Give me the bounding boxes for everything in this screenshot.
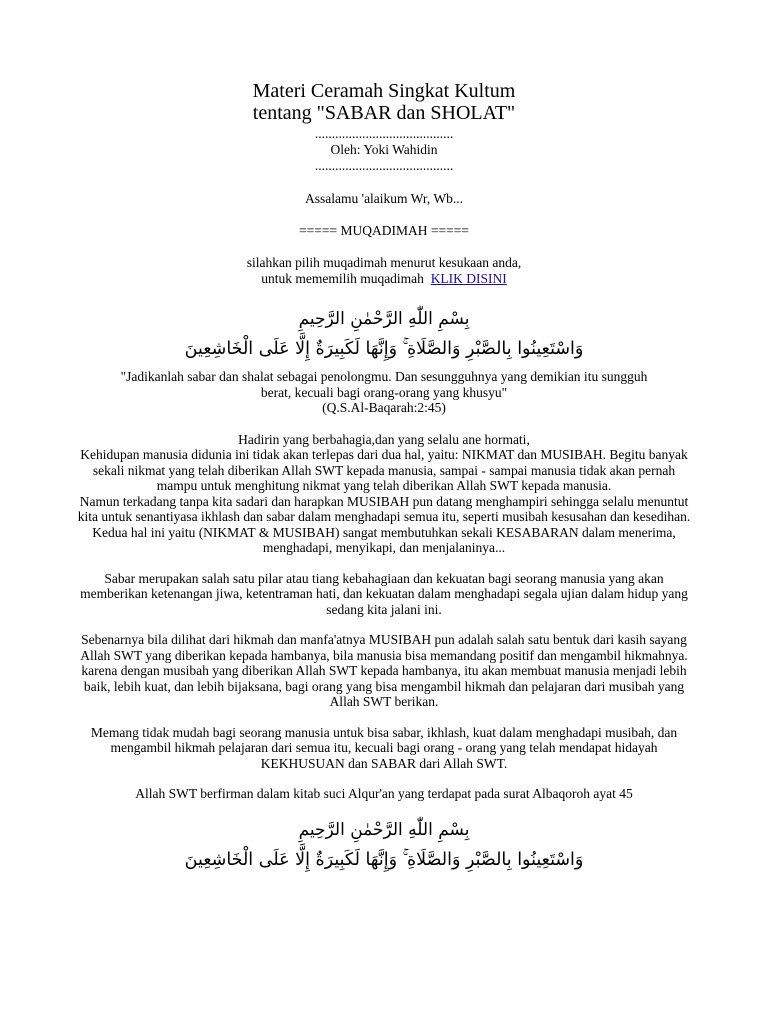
basmalah-arabic: بِسْمِ اللّٰهِ الرَّحْمٰنِ الرَّحِيمِ xyxy=(298,309,470,329)
verse-arabic: وَاسْتَعِينُوا بِالصَّبْرِ وَالصَّلَاةِ ۚ وَإِنَّهَا لَكَبِيرَةٌ إِلَّا عَلَى الْخَاشِعِينَ xyxy=(184,339,584,359)
paragraph-2: Sabar merupakan salah satu pilar atau tiang kebahagiaan dan kekuatan bagi seorang manusia yang akan memberikan ketenangan jiwa, ketentraman hati, dan kekuatan dalam menghadapi segala ujian dalam hidup yang sedang kita jalani ini. xyxy=(80,570,688,617)
title-line-2: tentang "SABAR dan SHOLAT" xyxy=(252,102,516,124)
paragraph-5: Allah SWT berfirman dalam kitab suci Alqur'an yang terdapat pada surat Albaqoroh ayat 45 xyxy=(135,786,633,801)
verse-reference: (Q.S.Al-Baqarah:2:45) xyxy=(322,400,446,415)
verse-translation: "Jadikanlah sabar dan shalat sebagai penolongmu. Dan sesungguhnya yang demikian itu sungguh berat, kecuali bagi orang-orang yang khusyu" xyxy=(120,369,648,400)
dots-separator-top: ......................................... xyxy=(314,126,454,141)
verse-end-mark-2 xyxy=(0,870,768,880)
muqadimah-note xyxy=(0,255,768,287)
verse-end-mark xyxy=(0,359,768,369)
dots-separator-bottom: ......................................... xyxy=(314,158,454,173)
author-line: Oleh: Yoki Wahidin xyxy=(330,142,438,157)
klik-disini-link[interactable]: KLIK DISINI xyxy=(430,271,507,286)
greeting: Assalamu 'alaikum Wr, Wb... xyxy=(305,191,463,206)
page-title xyxy=(0,80,768,124)
muqadimah-note-text: untuk mememilih muqadimah xyxy=(261,271,424,286)
muqadimah-heading: ===== MUQADIMAH ===== xyxy=(299,223,469,238)
author-block xyxy=(0,126,768,174)
paragraph-4: Memang tidak mudah bagi seorang manusia untuk bisa sabar, ikhlash, kuat dalam menghadapi musibah, dan mengambil hikmah pelajaran dari semua itu, kecuali bagi orang - orang yang telah mendapat hidayah KEKHUSUAN dan SABAR dari Allah SWT. xyxy=(90,724,678,771)
muqadimah-note-line-1: silahkan pilih muqadimah menurut kesukaan anda, xyxy=(246,255,522,270)
paragraph-3: Sebenarnya bila dilihat dari hikmah dan manfa'atnya MUSIBAH pun adalah salah satu bentuk dari kasih sayang Allah SWT yang diberikan kepada hambanya, bila manusia bisa memandang positif dan mengambil hikmahnya. karena dengan musibah yang diberikan Allah SWT kepada hambanya, itu akan membuat manusia menjadi lebih baik, lebih kuat, dan lebih bijaksana, bagi orang yang bisa mengambil hikmah dan pelajaran dari musibah yang Allah SWT berikan. xyxy=(80,632,688,709)
basmalah-arabic-2: بِسْمِ اللّٰهِ الرَّحْمٰنِ الرَّحِيمِ xyxy=(298,819,470,840)
paragraph-1: Hadirin yang berbahagia,dan yang selalu ane hormati, Kehidupan manusia didunia ini tidak akan terlepas dari dua hal, yaitu: NIKMAT dan MUSIBAH. Begitu banyak sekali nikmat yang telah diberikan Allah SWT kepada manusia, sampai - sampai manusia tidak akan pernah mampu untuk menghitung nikmat yang telah diberikan Allah SWT kepada manusia. Namun terkadang tanpa kita sadari dan harapkan MUSIBAH pun datang menghampiri sehingga selalu menuntut kita untuk senantiyasa ikhlash dan sabar dalam menghadapi semua itu, seperti musibah kesusahan dan kesedihan. Kedua hal ini yaitu (NIKMAT & MUSIBAH) sangat membutuhkan sekali KESABARAN dalam menerima, menghadapi, menyikapi, dan menjalaninya... xyxy=(77,431,691,555)
verse-arabic-2: وَاسْتَعِينُوا بِالصَّبْرِ وَالصَّلَاةِ ۚ وَإِنَّهَا لَكَبِيرَةٌ إِلَّا عَلَى الْخَاشِعِينَ xyxy=(184,849,584,870)
muqadimah-note-line-2 xyxy=(0,271,768,287)
title-line-1: Materi Ceramah Singkat Kultum xyxy=(252,80,516,102)
